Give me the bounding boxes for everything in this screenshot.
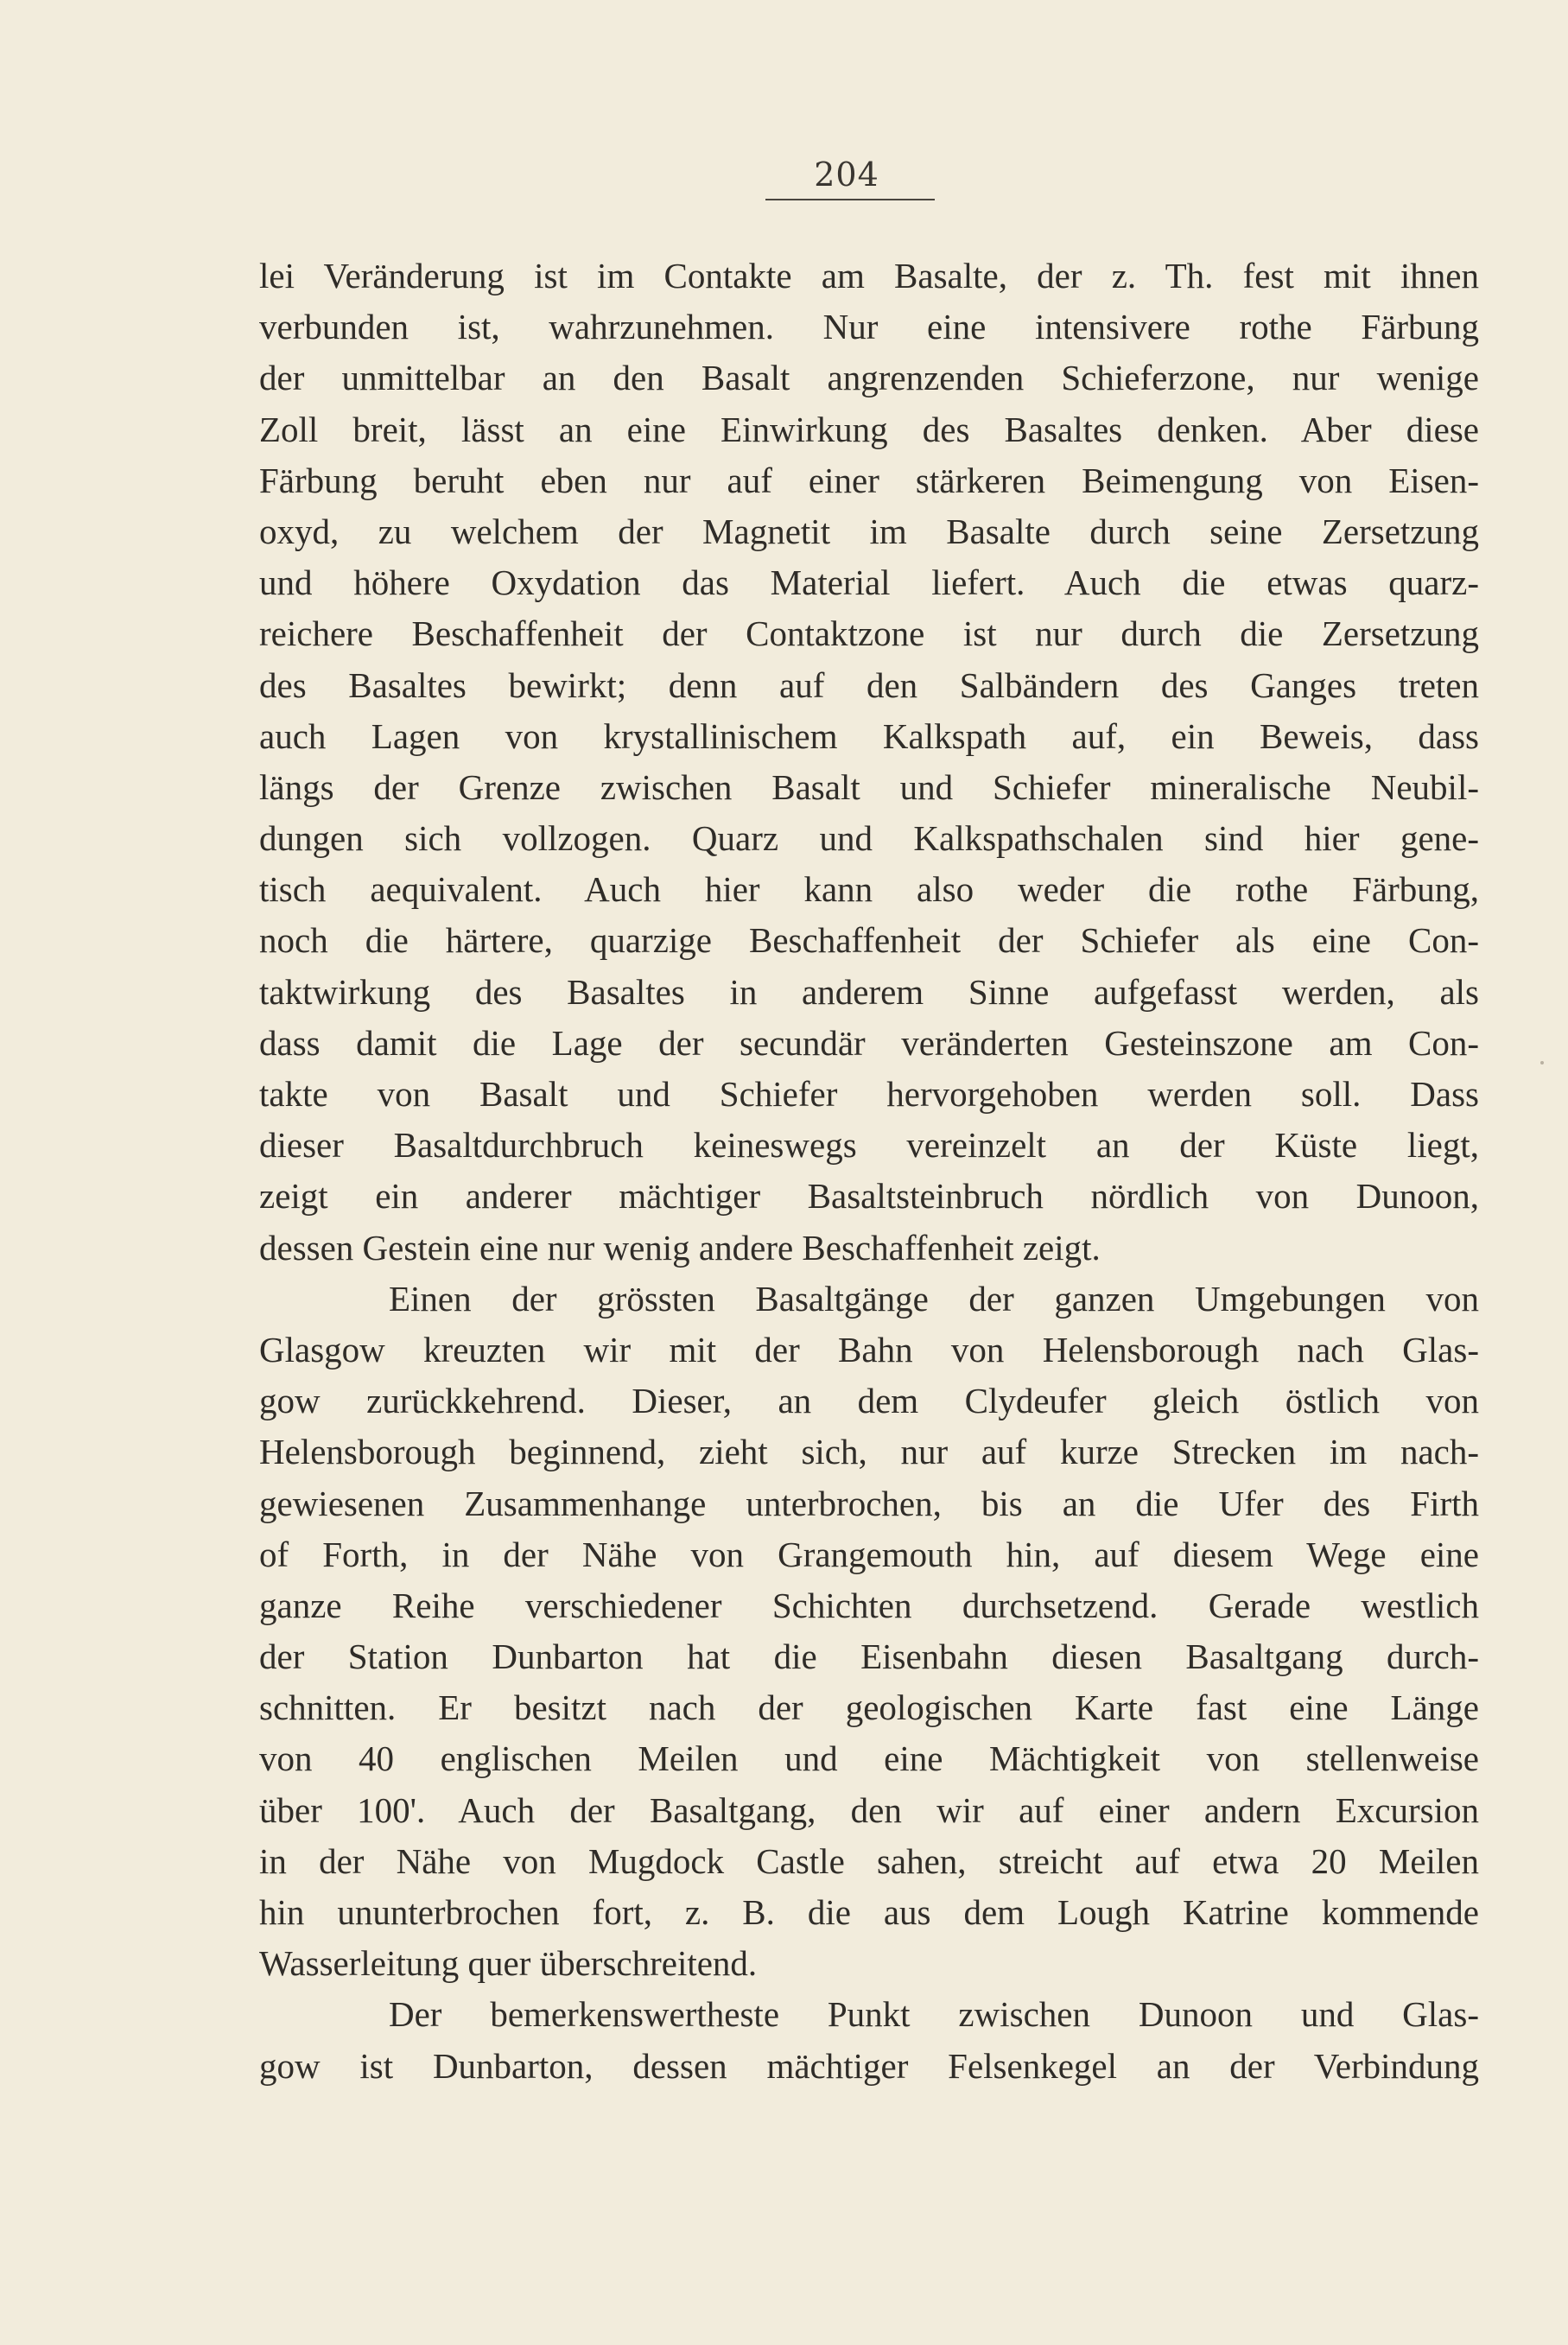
text-line: gow ist Dunbarton, dessen mächtiger Felsenkegel an der Verbindung bbox=[259, 2045, 1479, 2086]
text-line: längs der Grenze zwischen Basalt und Schiefer mineralische Neubil- bbox=[259, 766, 1479, 807]
paper-speck bbox=[1540, 1061, 1544, 1064]
text-line: und höhere Oxydation das Material liefert. Auch die etwas quarz- bbox=[259, 562, 1479, 603]
text-line: in der Nähe von Mugdock Castle sahen, streicht auf etwa 20 Meilen bbox=[259, 1840, 1479, 1881]
text-line: dieser Basaltdurchbruch keineswegs vereinzelt an der Küste liegt, bbox=[259, 1125, 1479, 1166]
text-line: von 40 englischen Meilen und eine Mächtigkeit von stellenweise bbox=[259, 1738, 1479, 1779]
text-line: gow zurückkehrend. Dieser, an dem Clydeufer gleich östlich von bbox=[259, 1381, 1479, 1421]
text-line: über 100'. Auch der Basaltgang, den wir auf einer andern Excursion bbox=[259, 1789, 1479, 1830]
text-line: noch die härtere, quarzige Beschaffenheit der Schiefer als eine Con- bbox=[259, 920, 1479, 961]
text-line: des Basaltes bewirkt; denn auf den Salbändern des Ganges treten bbox=[259, 664, 1479, 705]
text-line: schnitten. Er besitzt nach der geologischen Karte fast eine Länge bbox=[259, 1687, 1479, 1728]
page-number: 204 bbox=[814, 156, 879, 194]
text-line: tisch aequivalent. Auch hier kann also weder die rothe Färbung, bbox=[259, 869, 1479, 910]
text-line: oxyd, zu welchem der Magnetit im Basalte durch seine Zersetzung bbox=[259, 511, 1479, 551]
body-text bbox=[259, 251, 1479, 2092]
text-line: Färbung beruht eben nur auf einer stärkeren Beimengung von Eisen- bbox=[259, 460, 1479, 500]
text-line: ganze Reihe verschiedener Schichten durchsetzend. Gerade westlich bbox=[259, 1585, 1479, 1625]
text-line: Der bemerkenswertheste Punkt zwischen Dunoon und Glas- bbox=[389, 1994, 1479, 2035]
text-line: reichere Beschaffenheit der Contaktzone ist nur durch die Zersetzung bbox=[259, 613, 1479, 654]
text-line: Helensborough beginnend, zieht sich, nur auf kurze Strecken im nach- bbox=[259, 1432, 1479, 1472]
text-line: Glasgow kreuzten wir mit der Bahn von Helensborough nach Glas- bbox=[259, 1329, 1479, 1370]
text-line: taktwirkung des Basaltes in anderem Sinne aufgefasst werden, als bbox=[259, 971, 1479, 1012]
text-line: zeigt ein anderer mächtiger Basaltsteinbruch nördlich von Dunoon, bbox=[259, 1176, 1479, 1217]
text-line: Einen der grössten Basaltgänge der ganzen Umgebungen von bbox=[389, 1278, 1479, 1319]
text-line: gewiesenen Zusammenhange unterbrochen, bis an die Ufer des Firth bbox=[259, 1483, 1479, 1523]
header-rule bbox=[765, 199, 935, 200]
text-line: hin ununterbrochen fort, z. B. die aus dem Lough Katrine kommende bbox=[259, 1892, 1479, 1932]
text-line: Wasserleitung quer überschreitend. bbox=[259, 1943, 758, 1984]
text-line: der unmittelbar an den Basalt angrenzenden Schieferzone, nur wenige bbox=[259, 358, 1479, 398]
text-line: takte von Basalt und Schiefer hervorgehoben werden soll. Dass bbox=[259, 1074, 1479, 1114]
text-line: Zoll breit, lässt an eine Einwirkung des Basaltes denken. Aber diese bbox=[259, 409, 1479, 449]
text-line: der Station Dunbarton hat die Eisenbahn diesen Basaltgang durch- bbox=[259, 1636, 1479, 1677]
text-line: dessen Gestein eine nur wenig andere Beschaffenheit zeigt. bbox=[259, 1227, 1101, 1268]
text-line: dungen sich vollzogen. Quarz und Kalkspathschalen sind hier gene- bbox=[259, 818, 1479, 859]
text-line: lei Veränderung ist im Contakte am Basalte, der z. Th. fest mit ihnen bbox=[259, 256, 1479, 296]
text-line: of Forth, in der Nähe von Grangemouth hin, auf diesem Wege eine bbox=[259, 1534, 1479, 1574]
text-line: auch Lagen von krystallinischem Kalkspath auf, ein Beweis, dass bbox=[259, 715, 1479, 756]
text-line: dass damit die Lage der secundär veränderten Gesteinszone am Con- bbox=[259, 1022, 1479, 1063]
text-line: verbunden ist, wahrzunehmen. Nur eine intensivere rothe Färbung bbox=[259, 307, 1479, 347]
